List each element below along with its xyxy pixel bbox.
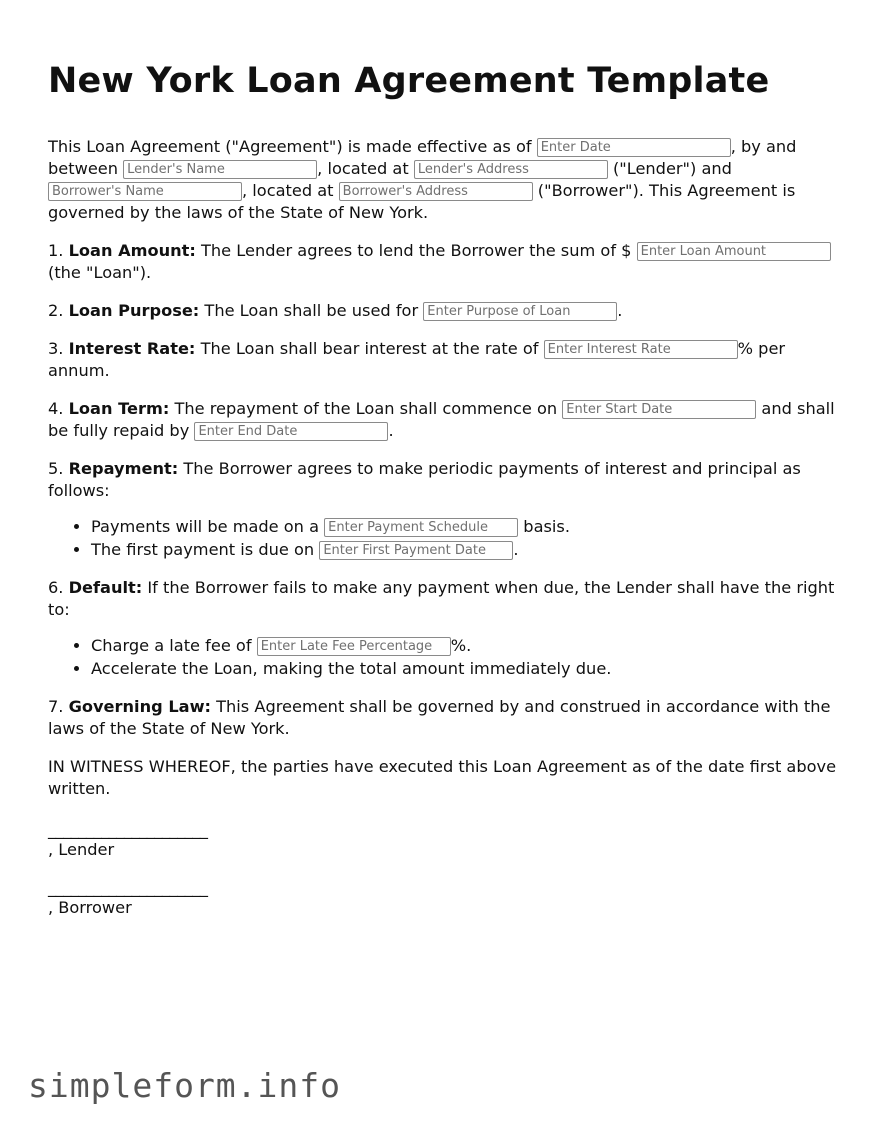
section-loan-purpose (48, 300, 838, 322)
list-item-text: %. (450, 636, 472, 655)
intro-text: , located at (317, 159, 414, 178)
section-heading: Default: (68, 578, 143, 597)
loan-amount-input[interactable] (637, 242, 831, 261)
section-text: If the Borrower fails to make any payment when due, the Lender shall have the right to: (48, 578, 835, 619)
loan-purpose-input[interactable] (423, 302, 617, 321)
list-item-text: . (513, 539, 519, 559)
section-number: 2. (48, 301, 69, 320)
section-number: 1. (48, 241, 69, 260)
signature-line: _____________________ (48, 878, 208, 897)
list-item-text: Payments will be made on a (91, 517, 325, 536)
section-loan-term (48, 398, 838, 442)
repayment-list (48, 516, 838, 561)
witness-clause: IN WITNESS WHEREOF, the parties have executed this Loan Agreement as of the date first above written. (48, 757, 837, 798)
list-item-text: Accelerate the Loan, making the total amount immediately due. (91, 658, 612, 678)
page-title: New York Loan Agreement Template (48, 61, 770, 101)
borrower-name-input[interactable] (48, 182, 242, 201)
section-heading: Interest Rate: (68, 339, 196, 358)
signature-line: _____________________ (48, 820, 208, 839)
first-payment-date-input[interactable] (319, 541, 513, 560)
section-text: The Loan shall be used for (199, 301, 424, 320)
list-item (91, 658, 838, 681)
list-item (91, 516, 838, 539)
section-loan-amount (48, 240, 838, 284)
intro-text: ("Borrower"). This Agreement is governed by the laws of the State of New York. (48, 181, 796, 222)
section-text: This Agreement shall be governed by and construed in accordance with the laws of the State of New York. (48, 697, 831, 738)
section-heading: Loan Amount: (68, 241, 196, 260)
section-governing-law (48, 696, 838, 740)
section-number: 6. (48, 578, 69, 597)
borrower-signature-block (48, 878, 838, 918)
list-item (91, 539, 838, 562)
section-heading: Repayment: (68, 459, 179, 478)
end-date-input[interactable] (194, 422, 388, 441)
intro-text: This Loan Agreement ("Agreement") is made effective as of (48, 137, 537, 156)
section-text: (the "Loan"). (48, 263, 152, 282)
section-text: % per annum. (48, 339, 786, 380)
list-item-text: The first payment is due on (91, 539, 320, 559)
payment-schedule-input[interactable] (324, 518, 518, 537)
list-item-text: basis. (518, 517, 571, 536)
section-repayment (48, 458, 838, 502)
intro-text: ("Lender") and (607, 159, 732, 178)
interest-rate-input[interactable] (544, 340, 738, 359)
section-text: The Lender agrees to lend the Borrower the sum of $ (195, 241, 637, 260)
lender-name-input[interactable] (123, 160, 317, 179)
intro-paragraph (48, 136, 838, 224)
section-text: and shall be fully repaid by (48, 399, 835, 440)
section-heading: Governing Law: (68, 697, 212, 716)
default-list (48, 635, 838, 680)
late-fee-input[interactable] (257, 637, 451, 656)
section-text: The repayment of the Loan shall commence on (169, 399, 563, 418)
section-text: The Borrower agrees to make periodic payments of interest and principal as follows: (48, 459, 801, 500)
section-text: The Loan shall bear interest at the rate of (195, 339, 544, 358)
section-heading: Loan Purpose: (68, 301, 200, 320)
section-number: 4. (48, 399, 69, 418)
section-number: 5. (48, 459, 69, 478)
intro-text: , located at (242, 181, 339, 200)
section-default (48, 577, 838, 621)
borrower-address-input[interactable] (339, 182, 533, 201)
effective-date-input[interactable] (537, 138, 731, 157)
section-text: . (617, 301, 623, 320)
document-page (48, 0, 838, 918)
watermark: simpleform.info (28, 1066, 342, 1105)
list-item (91, 635, 838, 658)
lender-address-input[interactable] (414, 160, 608, 179)
lender-signature-label: , Lender (48, 840, 115, 859)
section-interest-rate (48, 338, 838, 382)
borrower-signature-label: , Borrower (48, 898, 132, 917)
section-number: 7. (48, 697, 69, 716)
start-date-input[interactable] (562, 400, 756, 419)
section-number: 3. (48, 339, 69, 358)
lender-signature-block (48, 820, 838, 860)
intro-text: , by and between (48, 137, 797, 178)
section-text: . (388, 421, 394, 440)
list-item-text: Charge a late fee of (91, 636, 257, 655)
section-heading: Loan Term: (68, 399, 170, 418)
